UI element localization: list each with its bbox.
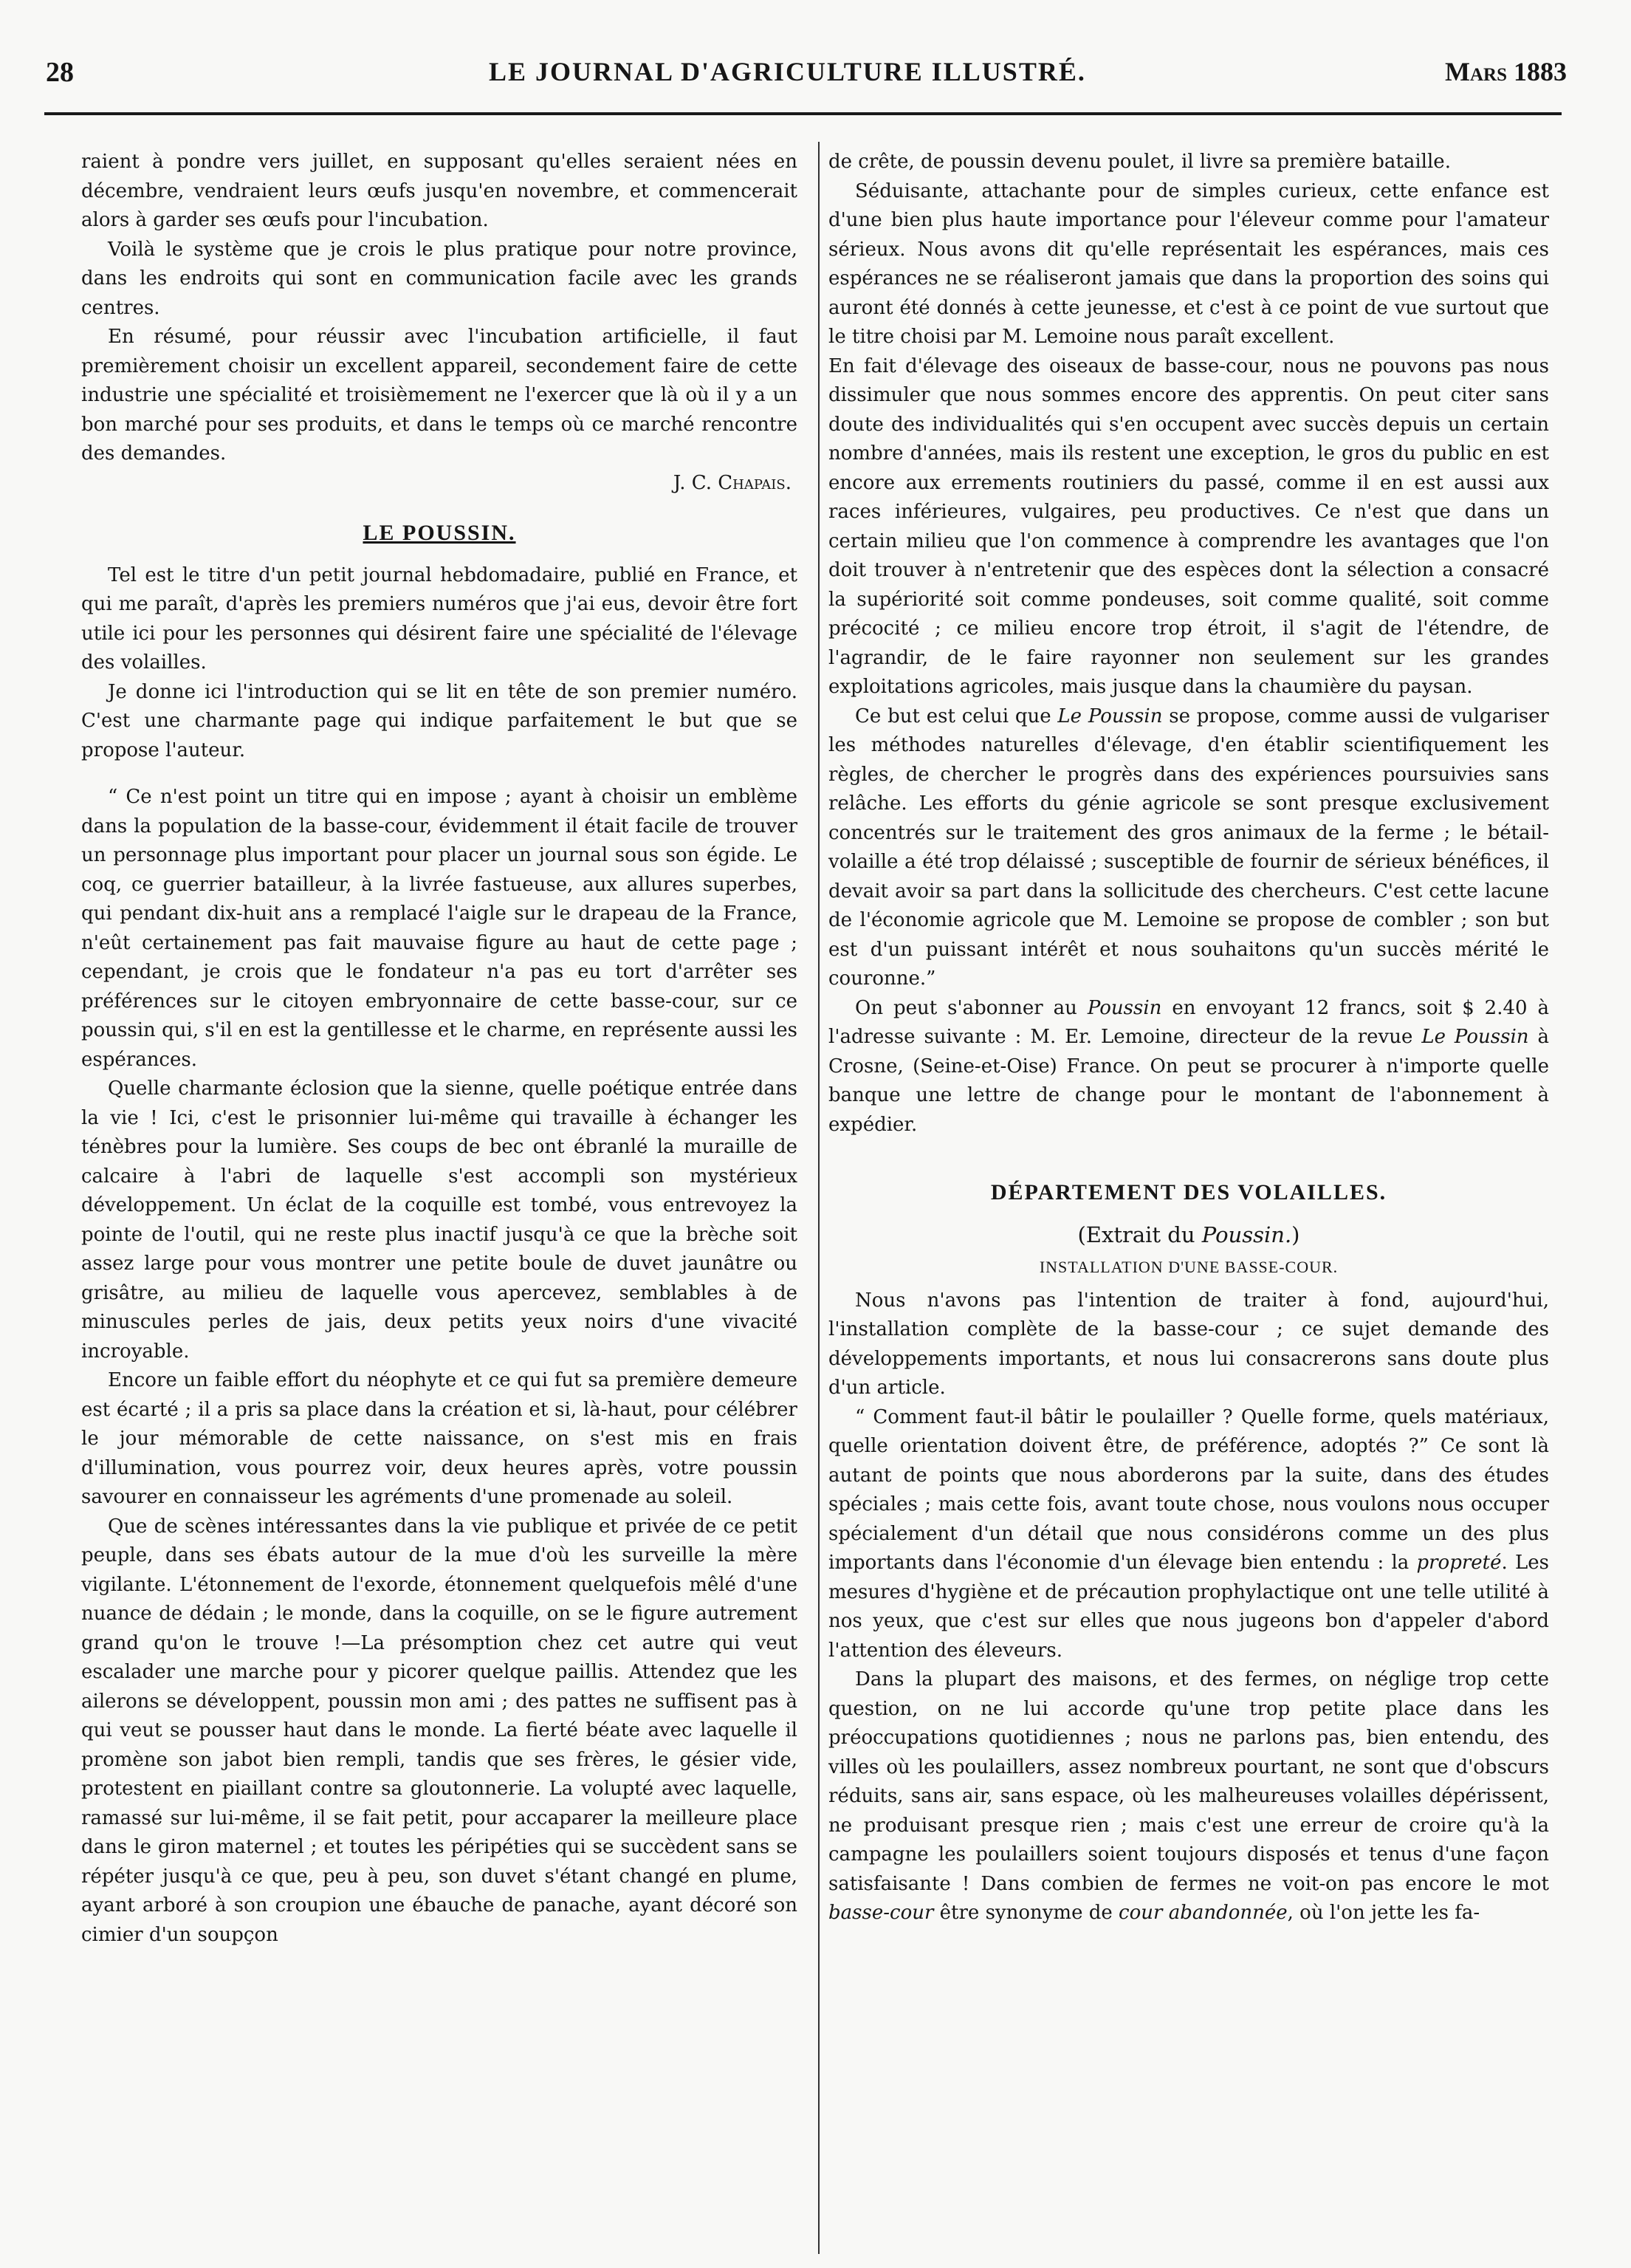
- subscription-paragraph: [828, 994, 1549, 1140]
- paragraph: [828, 1665, 1549, 1928]
- section-heading-le-poussin: LE POUSSIN.: [363, 521, 516, 545]
- italic-word: cour abandonnée: [1119, 1902, 1288, 1924]
- text-run: . Les mesures d'hygiène et de précaution prophylactique ont une telle utilité à nos yeux, que c'est sur elles que nous jugeons bon d'appeler d'abord l'attention des éleveurs.: [828, 1552, 1549, 1662]
- paragraph: Nous n'avons pas l'intention de traiter à fond, aujourd'hui, l'installation complète de la basse-cour ; ce sujet demande des développements importants, et nous lui consacrerons sans doute plus d'un article.: [828, 1289, 1549, 1399]
- spacer: [81, 765, 797, 783]
- text-run: Dans la plupart des maisons, et des fermes, on néglige trop cette question, on ne lui accorde qu'une trop petite place dans les préoccupations quotidiennes ; nous ne parlons pas, bien entendu, des villes où les poulaillers, assez nombreux pourtant, ne sont que d'obscurs réduits, sans air, sans espace, où les malheureuses volailles dépérissent, ne produisant presque rien ; mais c'est une erreur de croire qu'à la campagne les poulaillers soient toujours disposés et tenus d'une façon satisfaisante ! Dans combien de fermes ne voit-on pas encore le mot: [828, 1668, 1549, 1895]
- subsection-heading: INSTALLATION D'UNE BASSE-COUR.: [1039, 1258, 1339, 1276]
- author-signature: J. C. Chapais.: [673, 471, 792, 494]
- paragraph: En résumé, pour réussir avec l'incubation artificielle, il faut premièrement choisir un excellent appareil, secondement faire de cette industrie une spécialité et troisièmement ne l'exercer que là où il y a un bon marché pour ses produits, et dans le temps où ce marché rencontre des demandes.: [81, 326, 797, 465]
- paragraph: raient à pondre vers juillet, en supposant qu'elles seraient nées en décembre, vendraient leurs œufs jusqu'en novembre, et commencerait alors à garder ses œufs pour l'incubation.: [81, 151, 797, 231]
- paragraph: Séduisante, attachante pour de simples curieux, cette enfance est d'une bien plus haute importance pour l'éleveur comme pour l'amateur sérieux. Nous avons dit qu'elle représentait les espérances, mais ces espérances ne se réaliseront jamais que dans la proportion des soins qui auront été donnés à cette jeunesse, et c'est à ce point de vue surtout que le titre choisi par M. Lemoine nous paraît excellent.: [828, 179, 1549, 348]
- paragraph: [828, 702, 1549, 994]
- section-subtitle: [828, 1221, 1549, 1250]
- issue-date: Mars 1883: [1445, 57, 1567, 86]
- section-heading-departement: DÉPARTEMENT DES VOLAILLES.: [990, 1180, 1387, 1205]
- italic-title: Le Poussin: [1057, 705, 1163, 727]
- page-number: 28: [46, 57, 74, 88]
- text-run: être synonyme de: [933, 1902, 1119, 1924]
- paragraph: Je donne ici l'introduction qui se lit en tête de son premier numéro. C'est une charmante page qui indique parfaitement le but que se propose l'auteur.: [81, 680, 797, 761]
- paragraph: En fait d'élevage des oiseaux de basse-cour, nous ne pouvons pas nous dissimuler que nous sommes encore des apprentis. On peut citer sans doute des individualités qui s'en occupent avec succès depuis un certain nombre d'années, mais ils restent une exception, le gros du public en est encore aux errements routiniers du passé, comme il en est aussi aux races inférieures, vulgaires, peu productives. Ce n'est que dans un certain milieu que l'on commence à comprendre les avantages que l'on doit trouver à n'entretenir que des espèces dont la sélection a consacré la supériorité soit comme pondeuses, soit comme qualité, soit comme précocité ; ce milieu encore trop étroit, il s'agit de l'étendre, de l'agrandir, de le faire rayonner non seulement sur les grandes exploitations agricoles, mais jusque dans la chaumière du paysan.: [828, 354, 1549, 698]
- quoted-paragraph: Encore un faible effort du néophyte et ce qui fut sa première demeure est écarté ; il a pris sa place dans la création et si, là-haut, pour célébrer le jour mémorable de cette naissance, on s'est mis en frais d'illumination, vous pourrez voir, deux heures après, votre poussin savourer en connaisseur les agréments d'une promenade au soleil.: [81, 1369, 797, 1508]
- text-run: (Extrait du: [1077, 1222, 1202, 1247]
- column-divider: [818, 142, 820, 2254]
- italic-word: basse-cour: [828, 1902, 934, 1924]
- text-run: se propose, comme aussi de vulgariser les méthodes naturelles d'élevage, d'en établir scientifiquement les règles, de chercher le progrès dans des expériences poursuivies sans relâche. Les efforts du génie agricole se sont presque exclusivement concentrés sur le traitement des gros animaux de la ferme ; le bétail-volaille a été trop délaissé ; susceptible de fournir de sérieux bénéfices, il devait avoir sa part dans la sollicitude des chercheurs. C'est cette lacune de l'économie agricole que M. Lemoine se propose de combler ; son but est d'un puissant intérêt et nous souhaitons qu'un succès mérité le couronne.”: [828, 705, 1549, 990]
- left-column: [81, 148, 797, 1950]
- paragraph: de crête, de poussin devenu poulet, il livre sa première bataille.: [828, 151, 1451, 173]
- italic-title: Poussin: [1087, 996, 1162, 1019]
- italic-title: Poussin.: [1201, 1222, 1292, 1247]
- text-run: On peut s'abonner au: [855, 996, 1088, 1019]
- paragraph: Tel est le titre d'un petit journal hebdomadaire, publié en France, et qui me paraît, d'après les premiers numéros que j'ai eus, devoir être fort utile ici pour les personnes qui désirent faire une spécialité de l'élevage des volailles.: [81, 563, 797, 674]
- right-column: [828, 148, 1549, 1928]
- italic-title: Le Poussin: [1421, 1026, 1529, 1048]
- text-run: ): [1291, 1222, 1300, 1247]
- italic-word: propreté: [1416, 1552, 1502, 1574]
- text-run: , où l'on jette les fa-: [1287, 1902, 1480, 1924]
- journal-title: LE JOURNAL D'AGRICULTURE ILLUSTRÉ.: [489, 57, 1086, 86]
- quoted-paragraph: Que de scènes intéressantes dans la vie publique et privée de ce petit peuple, dans ses ébats autour de la mue d'où les surveille la mère vigilante. L'étonnement de l'exorde, étonnement quelquefois mêlé d'une nuance de dédain ; le monde, dans la coquille, on se le figure autrement grand qu'on le trouve !—La présomption chez cet autre qui veut escalader une marche pour y picorer quelque paillis. Attendez que les ailerons se développent, poussin mon ami ; des pattes ne suffisent pas à qui veut se pousser haut dans le monde. La fierté béate avec laquelle il promène son jabot bien rempli, tandis que ses frères, le gésier vide, protestent en piaillant contre sa gloutonnerie. La volupté avec laquelle, ramassé sur lui-même, il se fait petit, pour accaparer la meilleure place dans le giron maternel ; et toutes les péripéties qui se succèdent sans se répéter jusqu'à ce que, peu à peu, son duvet s'étant changé en plume, ayant arboré à son croupion une ébauche de panache, ayant décoré son cimier d'un soupçon: [81, 1515, 797, 1946]
- quoted-paragraph: “ Ce n'est point un titre qui en impose ; ayant à choisir un emblème dans la population de la basse-cour, évidemment il était facile de trouver un personnage plus important pour placer un journal sous son égide. Le coq, ce guerrier batailleur, à la livrée fastueuse, aux allures superbes, qui pendant dix-huit ans a remplacé l'aigle sur le drapeau de la France, n'eût certainement pas fait mauvaise figure au haut de cette page ; cependant, je crois que le fondateur n'a pas eu tort d'arrêter ses préférences sur le citoyen embryonnaire de cette basse-cour, sur ce poussin qui, s'il en est la gentillesse et le charme, en représente aussi les espérances.: [81, 786, 797, 1071]
- paragraph: [828, 1403, 1549, 1666]
- text-run: en envoyant 12 francs, soit $ 2.40 à l'adresse suivante : M. Er. Lemoine, directeur de la revue: [828, 996, 1549, 1048]
- running-header: [46, 56, 1567, 100]
- text-run: à Crosne, (Seine-et-Oise) France. On peut se procurer à n'importe quelle banque une lettre de change pour le montant de l'abonnement à expédier.: [828, 1026, 1549, 1136]
- spacer: [828, 1140, 1549, 1157]
- text-run: “ Comment faut-il bâtir le poulailler ? Quelle forme, quels matériaux, quelle orientation doivent être, de préférence, adoptés ?” Ce sont là autant de points que nous aborderons par la suite, dans des études spéciales ; mais cette fois, avant toute chose, nous voulons nous occuper spécialement d'un détail que nous considérons comme un des plus importants dans l'économie d'un élevage bien entendu : la: [828, 1405, 1549, 1574]
- quoted-paragraph: Quelle charmante éclosion que la sienne, quelle poétique entrée dans la vie ! Ici, c'est le prisonnier lui-même qui travaille à échanger les ténèbres pour la lumière. Ses coups de bec ont ébranlé la muraille de calcaire à l'abri de laquelle s'est accompli son mystérieux développement. Un éclat de la coquille est tombé, vous entrevoyez la pointe de l'outil, qui ne reste plus inactif jusqu'à ce que la brèche soit assez large pour vous montrer une petite boule de duvet jaunâtre ou grisâtre, au milieu de laquelle vous apercevez, semblables à de minuscules perles de jais, deux petits yeux noirs d'une vivacité incroyable.: [81, 1078, 797, 1363]
- paragraph: Voilà le système que je crois le plus pratique pour notre province, dans les endroits qui sont en communication facile avec les grands centres.: [81, 238, 797, 319]
- text-run: Ce but est celui que: [855, 705, 1058, 727]
- header-rule: [44, 112, 1562, 115]
